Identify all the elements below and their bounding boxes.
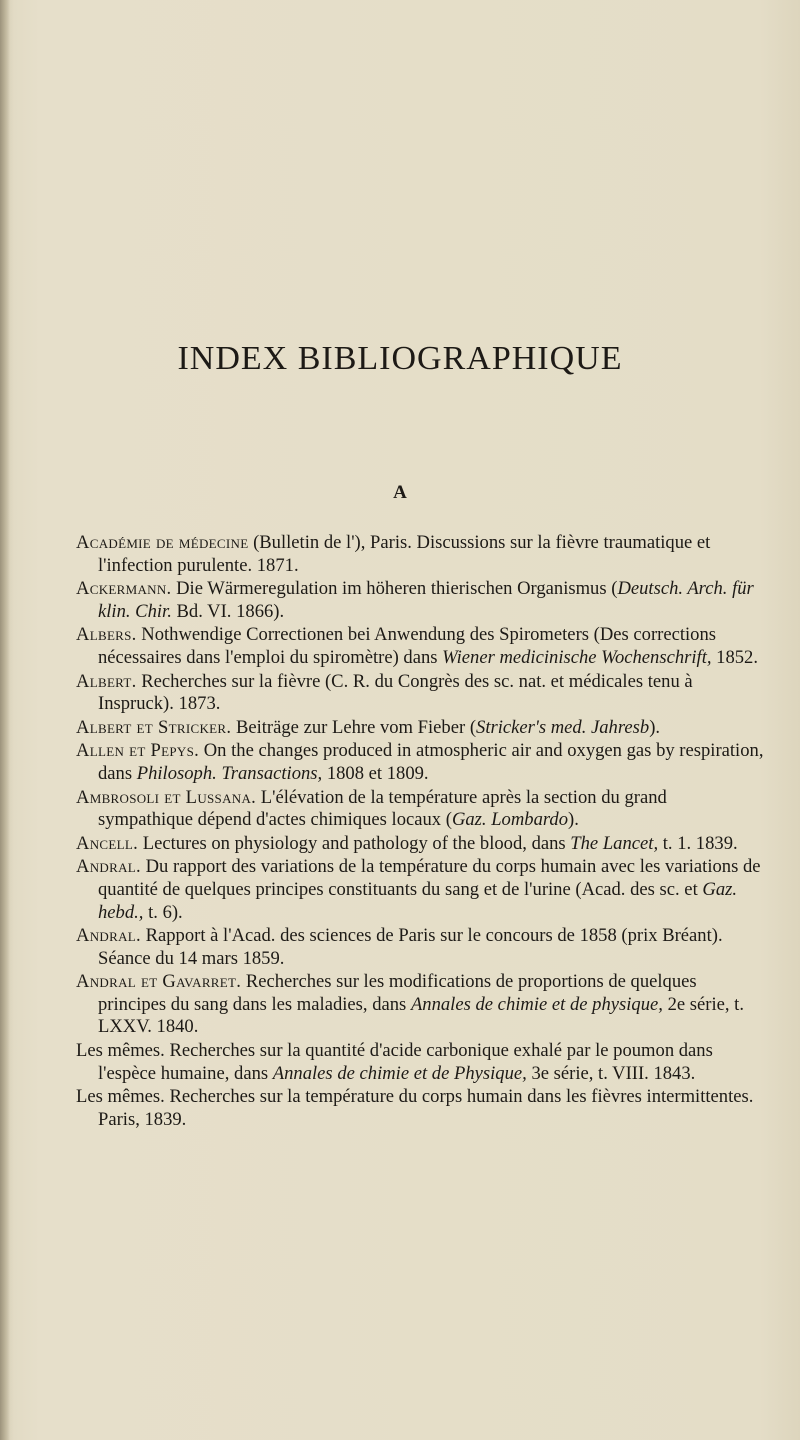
bibliography-entry bbox=[76, 925, 766, 970]
bibliography-entry bbox=[76, 1086, 766, 1131]
entry-source: Deutsch. Arch. für klin. Chir. bbox=[98, 578, 754, 622]
entry-text: (Bulletin de l'), Paris. Discussions sur la fièvre traumatique et l'infection purulente. 1871. bbox=[98, 532, 711, 576]
bibliography-entry bbox=[76, 1040, 766, 1085]
bibliography-entry bbox=[76, 578, 766, 623]
entry-author: Ambrosoli et Lussana. bbox=[76, 786, 257, 808]
entry-text: L'élévation de la température après la section du grand sympathique dépend d'actes chimiques locaux ( bbox=[98, 786, 667, 831]
book-spine-shadow bbox=[0, 0, 10, 1440]
entry-author: Albers. bbox=[76, 624, 137, 646]
entry-author: Académie de médecine bbox=[76, 532, 249, 553]
bibliography-entry bbox=[76, 971, 766, 1039]
entry-source: The Lancet, bbox=[570, 832, 659, 854]
bibliography-entry bbox=[76, 532, 766, 577]
entry-author: Albert. bbox=[76, 670, 137, 692]
entry-source: Annales de chimie et de physique, bbox=[410, 993, 663, 1015]
bibliography-list bbox=[76, 532, 766, 1132]
entry-text: Nothwendige Correctionen bei Anwendung des Spirometers (Des corrections nécessaires dans l'emploi du spiromètre) dans bbox=[98, 624, 716, 668]
bibliography-entry bbox=[76, 717, 766, 740]
bibliography-entry bbox=[76, 856, 766, 924]
entry-tail: 1852. bbox=[711, 646, 758, 668]
section-letter: A bbox=[393, 482, 407, 503]
entry-author: Andral et Gavarret. bbox=[76, 971, 242, 993]
entry-author: Albert et Stricker. bbox=[76, 716, 232, 738]
entry-author: Ancell. bbox=[76, 832, 139, 854]
entry-text: On the changes produced in atmospheric air and oxygen gas by respiration, dans bbox=[98, 740, 764, 784]
bibliography-entry bbox=[76, 671, 766, 716]
entry-tail: t. 6). bbox=[143, 901, 183, 923]
entry-tail: 2e série, t. LXXV. 1840. bbox=[98, 993, 744, 1038]
bibliography-entry bbox=[76, 833, 766, 856]
entry-source: Philosoph. Transactions, bbox=[136, 762, 323, 784]
entry-source: Gaz. hebd., bbox=[98, 878, 737, 923]
entry-tail: ). bbox=[568, 809, 579, 831]
entry-author: Andral. bbox=[76, 925, 141, 947]
entry-text: Beiträge zur Lehre vom Fieber ( bbox=[231, 716, 477, 738]
page-title: INDEX BIBLIOGRAPHIQUE bbox=[177, 340, 623, 377]
entry-text: Lectures on physiology and pathology of the blood, dans bbox=[138, 832, 571, 854]
entry-tail: 1808 et 1809. bbox=[322, 762, 429, 784]
entry-author: Andral. bbox=[76, 856, 141, 878]
entry-source: Annales de chimie et de Physique, bbox=[272, 1062, 527, 1084]
entry-text: Recherches sur les modifications de proportions de quelques principes du sang dans les maladies, dans bbox=[98, 971, 697, 1015]
entry-tail: 3e série, t. VIII. 1843. bbox=[526, 1062, 696, 1084]
entry-text: Recherches sur la fièvre (C. R. du Congrès des sc. nat. et médicales tenu à Inspruck). 1873. bbox=[98, 670, 693, 715]
entry-author: Allen et Pepys. bbox=[76, 740, 200, 762]
entry-text: Rapport à l'Acad. des sciences de Paris sur le concours de 1858 (prix Bréant). Séance du 14 mars 1859. bbox=[98, 925, 723, 969]
entry-text: Die Wärmeregulation im höheren thierischen Organismus ( bbox=[171, 578, 618, 600]
entry-text: Les mêmes. Recherches sur la quantité d'acide carbonique exhalé par le poumon dans l'espèce humaine, dans bbox=[76, 1040, 713, 1084]
entry-tail: Bd. VI. 1866). bbox=[171, 600, 285, 622]
bibliography-entry bbox=[76, 740, 766, 785]
entry-author: Ackermann. bbox=[76, 578, 172, 600]
entry-tail: t. 1. 1839. bbox=[658, 832, 738, 854]
entry-tail: ). bbox=[649, 716, 661, 738]
entry-text: Les mêmes. Recherches sur la température du corps humain dans les fièvres intermittentes. Paris, 1839. bbox=[76, 1086, 754, 1130]
entry-source: Stricker's med. Jahresb bbox=[476, 716, 650, 738]
bibliography-entry bbox=[76, 624, 766, 669]
entry-source: Gaz. Lombardo bbox=[451, 809, 569, 831]
entry-text: Du rapport des variations de la température du corps humain avec les variations de quantité de quelques principes constituants du sang et de l'urine (Acad. des sc. et bbox=[98, 856, 761, 900]
bibliography-entry bbox=[76, 787, 766, 832]
entry-source: Wiener medicinische Wochenschrift, bbox=[442, 646, 712, 668]
